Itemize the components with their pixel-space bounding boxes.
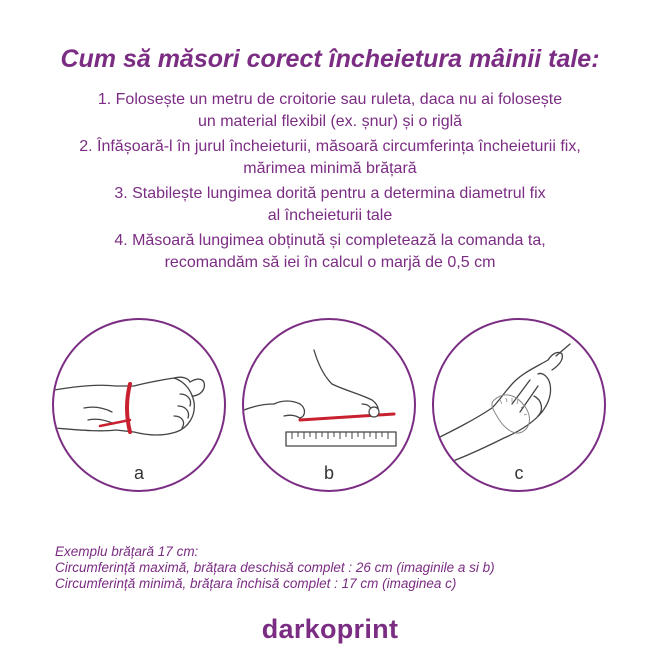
instructions — [0, 89, 660, 274]
step-4-line-1: 4. Măsoară lungimea obținută și completează la comanda ta, — [114, 232, 546, 249]
illustration-c — [432, 318, 606, 492]
illustration-a-label: a — [133, 463, 144, 483]
step-3-line-1: 3. Stabilește lungimea dorită pentru a determina diametrul fix — [114, 185, 546, 202]
step-3-line-2: al încheieturii tale — [267, 207, 393, 224]
illustration-a — [52, 318, 226, 492]
step-1-line-2: un material flexibil (ex. șnur) și o riglă — [197, 113, 463, 130]
example-min: Circumferință minimă, brățara închisă complet : 17 cm (imaginea c) — [55, 576, 457, 591]
illustration-b — [242, 318, 416, 492]
step-1-line-1: 1. Folosește un metru de croitorie sau ruleta, daca nu ai folosește — [97, 91, 563, 108]
step-2-line-1: 2. Înfășoară-l în jurul încheieturii, măsoară circumferința încheieturii fix, — [79, 138, 581, 155]
illustration-c-label: c — [514, 463, 524, 483]
page-title: Cum să măsori corect încheietura mâinii tale: — [60, 45, 600, 73]
step-4-line-2: recomandăm să iei în calcul o marjă de 0,5 cm — [164, 254, 496, 271]
brand-logo: darkoprint — [261, 614, 399, 644]
example-heading: Exemplu brățară 17 cm: — [55, 544, 199, 559]
step-2-line-2: mărimea minimă brățară — [243, 160, 417, 177]
example-note — [55, 544, 495, 592]
illustration-b-label: b — [323, 463, 334, 483]
example-max: Circumferință maximă, brățara deschisă complet : 26 cm (imaginile a si b) — [55, 560, 495, 575]
